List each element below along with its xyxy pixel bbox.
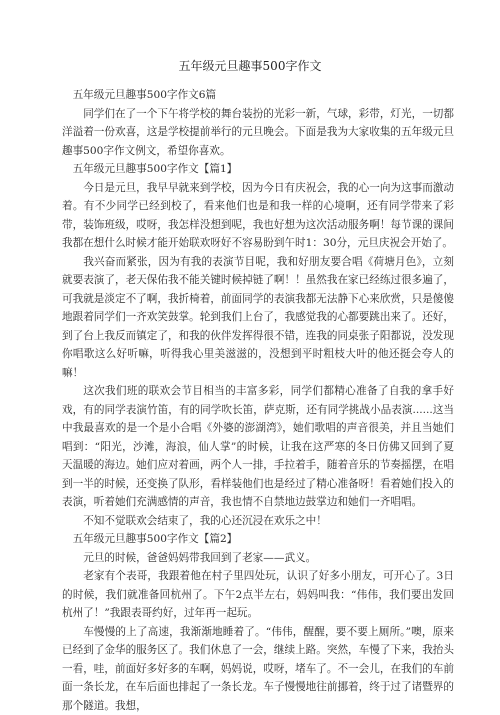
body-paragraph: 不知不觉联欢会结束了，我的心还沉浸在欢乐之中！ [62,512,454,531]
document-body [62,86,454,715]
document-title: 五年级元旦趣事500字作文 [0,58,500,74]
body-paragraph: 我兴奋而紧张，因为有我的表演节目呢，我和好朋友要合唱《荷塘月色》，立刻就要表演了，老天保佑我不能关键时候掉链了啊！！虽然我在家已经练过很多遍了，可我就是淡定不了啊，我折椅着，前面同学的表演我都无法静下心来欣赏，只是傻傻地跟着同学们一齐欢笑鼓掌。轮到我们上台了，我感觉我的心都要跳出来了。还好，到了台上我反而镇定了，和我的伙伴发挥得很不错，连我的同桌张子阳都说，没发现你唱歌这么好听嘛，听得我心里美滋滋的，没想到平时粗枝大叶的他还挺会夸人的嘛！ [62,253,454,383]
section-heading-2: 五年级元旦趣事500字作文【篇2】 [62,530,454,549]
subtitle-paragraph: 五年级元旦趣事500字作文6篇 [62,86,454,105]
body-paragraph: 这次我们班的联欢会节目相当的丰富多彩，同学们都精心准备了自我的拿手好戏，有的同学表演竹笛，有的同学吹长笛，萨克斯，还有同学挑战小品表演......这当中我最喜欢的是一个是小合唱《外婆的澎湖湾》，她们歌唱的声音很美，并且当她们唱到：“阳光，沙滩，海浪，仙人掌”的时候，让我在这严寒的冬日仿佛又回到了夏天温暖的海边。她们应对着画，两个人一排，手拉着手，随着音乐的节奏摇摆，在唱到一半的时候，还变换了队形，看样装他们也是经过了精心准备呀！看着她们投入的表演，听着她们充满感情的声音，我也情不自禁地边鼓掌边和她们一齐唱唱。 [62,382,454,512]
section-heading-1: 五年级元旦趣事500字作文【篇1】 [62,160,454,179]
body-paragraph: 今日是元旦，我早早就来到学校，因为今日有庆祝会，我的心一向为这事而激动着。有不少同学已经到校了，看来他们也是和我一样的心境啊，还有同学带来了彩带，装饰班级，哎呀，我怎样没想到呢，我也好想为这次活动服务啊！每节课的课间我都在想什么时候才能开始联欢呀好不容易盼到午时1：30分，元旦庆祝会开始了。 [62,179,454,253]
body-paragraph: 元旦的时候，爸爸妈妈带我回到了老家——武义。 [62,549,454,568]
body-paragraph: 老家有个表哥，我跟着他在村子里四处玩，认识了好多小朋友，可开心了。3日的时候，我们就准备回杭州了。下午2点半左右，妈妈叫我：“伟伟，我们要出发回杭州了！”我跟表哥约好，过年再一起玩。 [62,567,454,623]
body-paragraph: 车慢慢的上了高速，我渐渐地睡着了。“伟伟，醒醒，要不要上厕所。”噢，原来已经到了金华的服务区了。我们休息了一会，继续上路。突然，车慢了下来，我抬头一看，哇，前面好多好多的车啊，妈妈说，哎呀，堵车了。不一会儿，在我们的车前面一条长龙，在车后面也排起了一条长龙。车子慢慢地往前挪着，终于过了诸暨界的那个隧道。我想， [62,623,454,715]
intro-paragraph: 同学们在了一个下午将学校的舞台装扮的光彩一新，气球，彩带，灯光，一切都洋溢着一份欢喜，这是学校提前举行的元旦晚会。下面是我为大家收集的五年级元旦趣事500字作文例文，希望你喜欢。 [62,105,454,161]
